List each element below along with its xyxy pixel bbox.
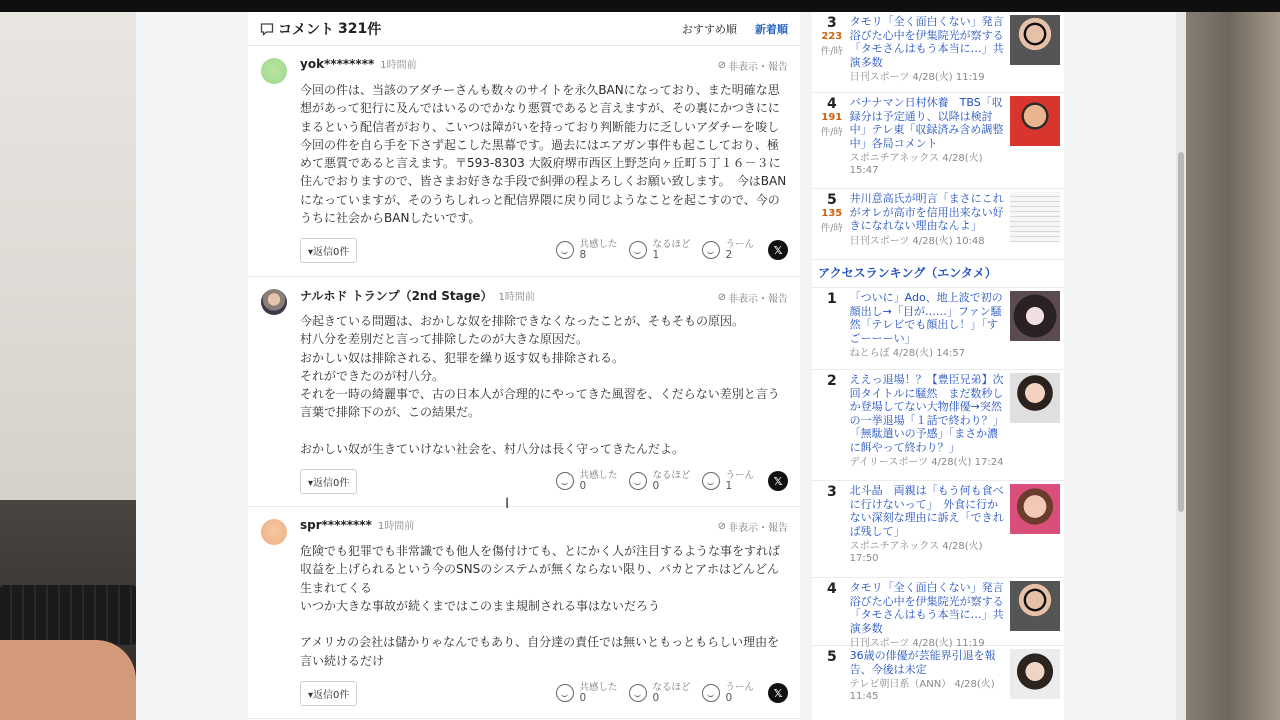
comment-time: 1時間前: [380, 60, 417, 71]
ranking-thumbnail[interactable]: [1010, 291, 1060, 341]
react-count: 0: [579, 480, 587, 493]
ranking-thumbnail[interactable]: [1010, 484, 1060, 534]
react-naruhodo-button[interactable]: [629, 470, 690, 492]
ranking-source: 日刊スポーツ 4/28(火) 11:19: [849, 638, 985, 649]
ranking-source: 日刊スポーツ 4/28(火) 10:48: [849, 235, 985, 247]
comment-item: [248, 46, 800, 277]
scrollbar-thumb[interactable]: [1178, 152, 1184, 512]
avatar: [261, 58, 287, 84]
react-uun-button[interactable]: [702, 682, 754, 704]
hide-icon: ⊘: [717, 60, 726, 71]
ranking-title-link[interactable]: タモリ「全く面白くない」発言浴びた心中を伊集院光が察する「タモさんはもう本当に…」共演多数: [849, 581, 1004, 635]
ranking-title-link[interactable]: 北斗晶 両親は「もう何も食べに行けないって」 外食に行かない深刻な理由に訴え「できれば残して」: [849, 484, 1004, 538]
react-count: 0: [652, 480, 660, 493]
comment-user[interactable]: ナルホド トランプ（2nd Stage）: [300, 289, 493, 303]
comment-body: 今起きている問題は、おかしな奴を排除できなくなったことが、そもそもの原因。 村八分を差別だと言って排除したのが大きな原因だ。 おかしい奴は排除される、犯罪を繰り返す奴も排除される。 それができたのが村八分。 それを一時の綺麗事で、古の日本人が合理的にやってきた風習を、くだらない差別と言う言葉で排除下のが、この結果だ。 おかしい奴が生きていけない社会を、村八分は長く守ってきたんだよ。: [300, 314, 780, 457]
smile-icon: [556, 684, 574, 702]
hide-icon: ⊘: [717, 292, 726, 303]
sort-newest-tab[interactable]: 新着順: [755, 22, 788, 36]
ranking-source: テレビ朝日系（ANN） 4/28(火) 11:45: [849, 679, 995, 702]
keyboard: [0, 585, 136, 645]
reply-toggle-button[interactable]: [300, 681, 357, 706]
comment-item: [248, 507, 800, 719]
comments-title: [260, 19, 381, 39]
rank-number: 3: [826, 484, 837, 500]
comment-time: 1時間前: [377, 521, 415, 532]
react-label: うーん: [725, 470, 754, 482]
ranking-source: スポニチアネックス 4/28(火) 17:50: [849, 541, 983, 564]
rank-number: 4: [826, 581, 837, 597]
reaction-bar: [544, 239, 788, 261]
reaction-bar: [544, 682, 788, 704]
room-background-right: [1176, 0, 1280, 720]
react-uun-button[interactable]: [702, 470, 754, 492]
smile-icon: [556, 472, 574, 490]
react-label: なるほど: [652, 470, 691, 482]
hide-report-link[interactable]: [718, 519, 788, 534]
ranking-thumbnail[interactable]: [1010, 373, 1060, 423]
page-scrollbar[interactable]: [1176, 12, 1186, 720]
ranking-source: スポニチアネックス 4/28(火) 15:47: [849, 153, 983, 176]
comment-rate-unit: 件/時: [820, 223, 843, 234]
comments-header: [248, 12, 800, 46]
hide-report-text: 非表示・報告: [728, 294, 788, 305]
ranking-title-link[interactable]: 井川意高氏が明言「まさにこれがオレが高市を信用出来ない好きになれない理由なんよ」: [849, 192, 1004, 232]
ranking-thumbnail[interactable]: [1010, 649, 1060, 699]
access-ranking-heading[interactable]: アクセスランキング（エンタメ）: [812, 260, 1064, 288]
ranking-source: デイリースポーツ 4/28(火) 17:24: [849, 457, 1004, 468]
ranking-title-link[interactable]: 「ついに」Ado、地上波で初の顔出し→「目が……」ファン騒然「テレビでも顔出し！」「すごーーーい」: [849, 291, 1003, 345]
ranking-thumbnail[interactable]: [1010, 96, 1060, 146]
hide-report-text: 非表示・報告: [728, 523, 788, 534]
react-label: なるほど: [652, 239, 691, 251]
react-empathy-button[interactable]: [556, 470, 617, 492]
rank-number: 3: [826, 15, 837, 31]
access-ranking-item[interactable]: [812, 481, 1064, 578]
comment-ranking-item[interactable]: [812, 93, 1064, 189]
react-count: 0: [652, 692, 660, 705]
ranking-source: ねとらぼ 4/28(火) 14:57: [849, 348, 966, 359]
access-ranking-item[interactable]: [812, 288, 1064, 370]
sort-tabs: [682, 21, 788, 37]
react-label: 共感した: [579, 682, 618, 694]
frown-icon: [702, 684, 720, 702]
comment-body: 危険でも犯罪でも非常識でも他人を傷付けても、とにかく人が注目するような事をすれば収益を上げられるという今のSNSのシステムが無くならない限り、バカとアホはどんどん生まれてくる いつか大きな事故が続くまではこのまま規制される事はないだろう アメリカの会社は儲かりゃなんでもあり、自分達の責任では無いともっともらしい理由を言い続けるだけ: [300, 544, 781, 668]
ranking-thumbnail[interactable]: [1010, 192, 1060, 242]
reaction-bar: [544, 470, 788, 492]
ranking-title-link[interactable]: タモリ「全く面白くない」発言浴びた心中を伊集院光が察する「タモさんはもう本当に…」共演多数: [849, 15, 1004, 69]
frown-icon: [702, 241, 720, 259]
ranking-thumbnail[interactable]: [1010, 15, 1060, 65]
rank-number: 5: [826, 192, 837, 208]
reply-count: 返信0件: [313, 246, 350, 258]
lightbulb-face-icon: [629, 241, 647, 259]
react-label: 共感した: [579, 239, 618, 251]
reply-count: 返信0件: [313, 689, 350, 701]
browser-viewport: [136, 12, 1176, 720]
comment-rate: 191: [821, 112, 843, 123]
monitor-top-bezel: [0, 0, 1280, 12]
ranking-thumbnail[interactable]: [1010, 581, 1060, 631]
comments-count: 321: [338, 20, 368, 37]
react-empathy-button[interactable]: [556, 682, 617, 704]
react-count: 0: [579, 692, 587, 705]
hide-icon: ⊘: [717, 521, 726, 532]
x-share-icon[interactable]: 𝕏: [768, 471, 788, 491]
hand: [0, 640, 136, 720]
react-label: なるほど: [652, 682, 691, 694]
comment-ranking-item[interactable]: [812, 12, 1064, 93]
triangle-down-icon: ▾: [308, 477, 314, 489]
ranking-title-link[interactable]: 36歳の俳優が芸能界引退を報告、今後は未定: [849, 649, 996, 676]
triangle-down-icon: ▾: [308, 689, 314, 701]
ranking-source: 日刊スポーツ 4/28(火) 11:19: [849, 72, 985, 83]
react-uun-button[interactable]: [702, 239, 754, 261]
react-count: 2: [725, 249, 733, 262]
ranking-title-link[interactable]: バナナマン日村休養 TBS「収録分は予定通り、以降は検討中」テレ東「収録済み含め調整中」各局コメント: [849, 96, 1004, 150]
x-share-icon[interactable]: 𝕏: [768, 240, 788, 260]
hide-report-text: 非表示・報告: [728, 62, 788, 73]
comment-rate: 135: [821, 208, 843, 219]
comment-rate-unit: 件/時: [820, 46, 843, 57]
react-label: うーん: [725, 682, 754, 694]
reply-toggle-button[interactable]: [300, 238, 357, 263]
access-ranking-item[interactable]: [812, 646, 1064, 706]
react-naruhodo-button[interactable]: [629, 682, 690, 704]
hide-report-link[interactable]: [718, 290, 788, 305]
ranking-title-link[interactable]: ええっ退場！？【豊臣兄弟】次回タイトルに騒然 まだ数秒しか登場してない大物俳優→突然の一挙退場「１話で終わり？」「無駄遣いの予感」「まさか濃に餌やって終わり？」: [849, 373, 1004, 454]
triangle-down-icon: ▾: [308, 246, 314, 258]
comments-title-text: コメント: [278, 21, 334, 38]
comment-user[interactable]: spr********: [300, 518, 372, 532]
react-count: 1: [725, 480, 733, 493]
reply-count: 返信0件: [313, 477, 350, 489]
x-share-icon[interactable]: 𝕏: [768, 683, 788, 703]
react-count: 1: [652, 249, 660, 262]
react-label: うーん: [725, 239, 754, 251]
rank-number: 4: [826, 96, 837, 112]
lightbulb-face-icon: [629, 684, 647, 702]
comment-user[interactable]: yok********: [300, 57, 375, 71]
smile-icon: [556, 241, 574, 259]
frown-icon: [702, 472, 720, 490]
react-label: 共感した: [579, 470, 618, 482]
sort-recommended-tab[interactable]: おすすめ順: [681, 22, 737, 36]
ranking-sidebar: [812, 12, 1064, 720]
access-ranking-item[interactable]: [812, 370, 1064, 481]
comment-item: [248, 277, 800, 507]
comments-count-suffix: 件: [367, 21, 382, 38]
comment-body: 今回の件は、当該のアダチーさんも数々のサイトを永久BANになっており、また明確な思想があって犯行に及んではいるのでかなり悪質であると言えますが、その裏にかつきににまるという配信者がおり、こいつは障がいを持っており判断能力に乏しいアダチーを唆し今回の件を自ら手を下さず起こした黒幕です。過去にはエアガン事件も起こしており、極めて悪質であると言えます。〒593-8303 大阪府堺市西区上野芝向ヶ丘町５丁１６－３に住んでおりますので、皆さまお好きな手段で糾弾の程よろしくお願い致します。 今はBANになっていますが、そのうちしれっと配信界隈に戻り同じようなことを起こすので、今のうちに社会からBANしたいです。: [300, 83, 787, 226]
react-count: 8: [579, 249, 587, 262]
react-naruhodo-button[interactable]: [629, 239, 690, 261]
comment-time: 1時間前: [498, 292, 535, 303]
reply-toggle-button[interactable]: [300, 469, 357, 494]
comment-rate-unit: 件/時: [820, 127, 843, 138]
lightbulb-face-icon: [629, 472, 647, 490]
rank-number: 5: [826, 649, 837, 665]
comment-rate: 223: [821, 31, 843, 42]
hide-report-link[interactable]: [718, 58, 788, 73]
avatar: [261, 289, 287, 315]
react-count: 0: [725, 692, 733, 705]
access-ranking-item[interactable]: [812, 578, 1064, 649]
react-empathy-button[interactable]: [556, 239, 617, 261]
rank-number: 2: [826, 373, 837, 389]
comment-icon: [260, 22, 274, 36]
text-cursor-icon: I: [505, 496, 510, 512]
comments-panel: [248, 12, 800, 720]
rank-number: 1: [826, 291, 837, 307]
avatar: [261, 519, 287, 545]
comment-ranking-item[interactable]: [812, 189, 1064, 260]
